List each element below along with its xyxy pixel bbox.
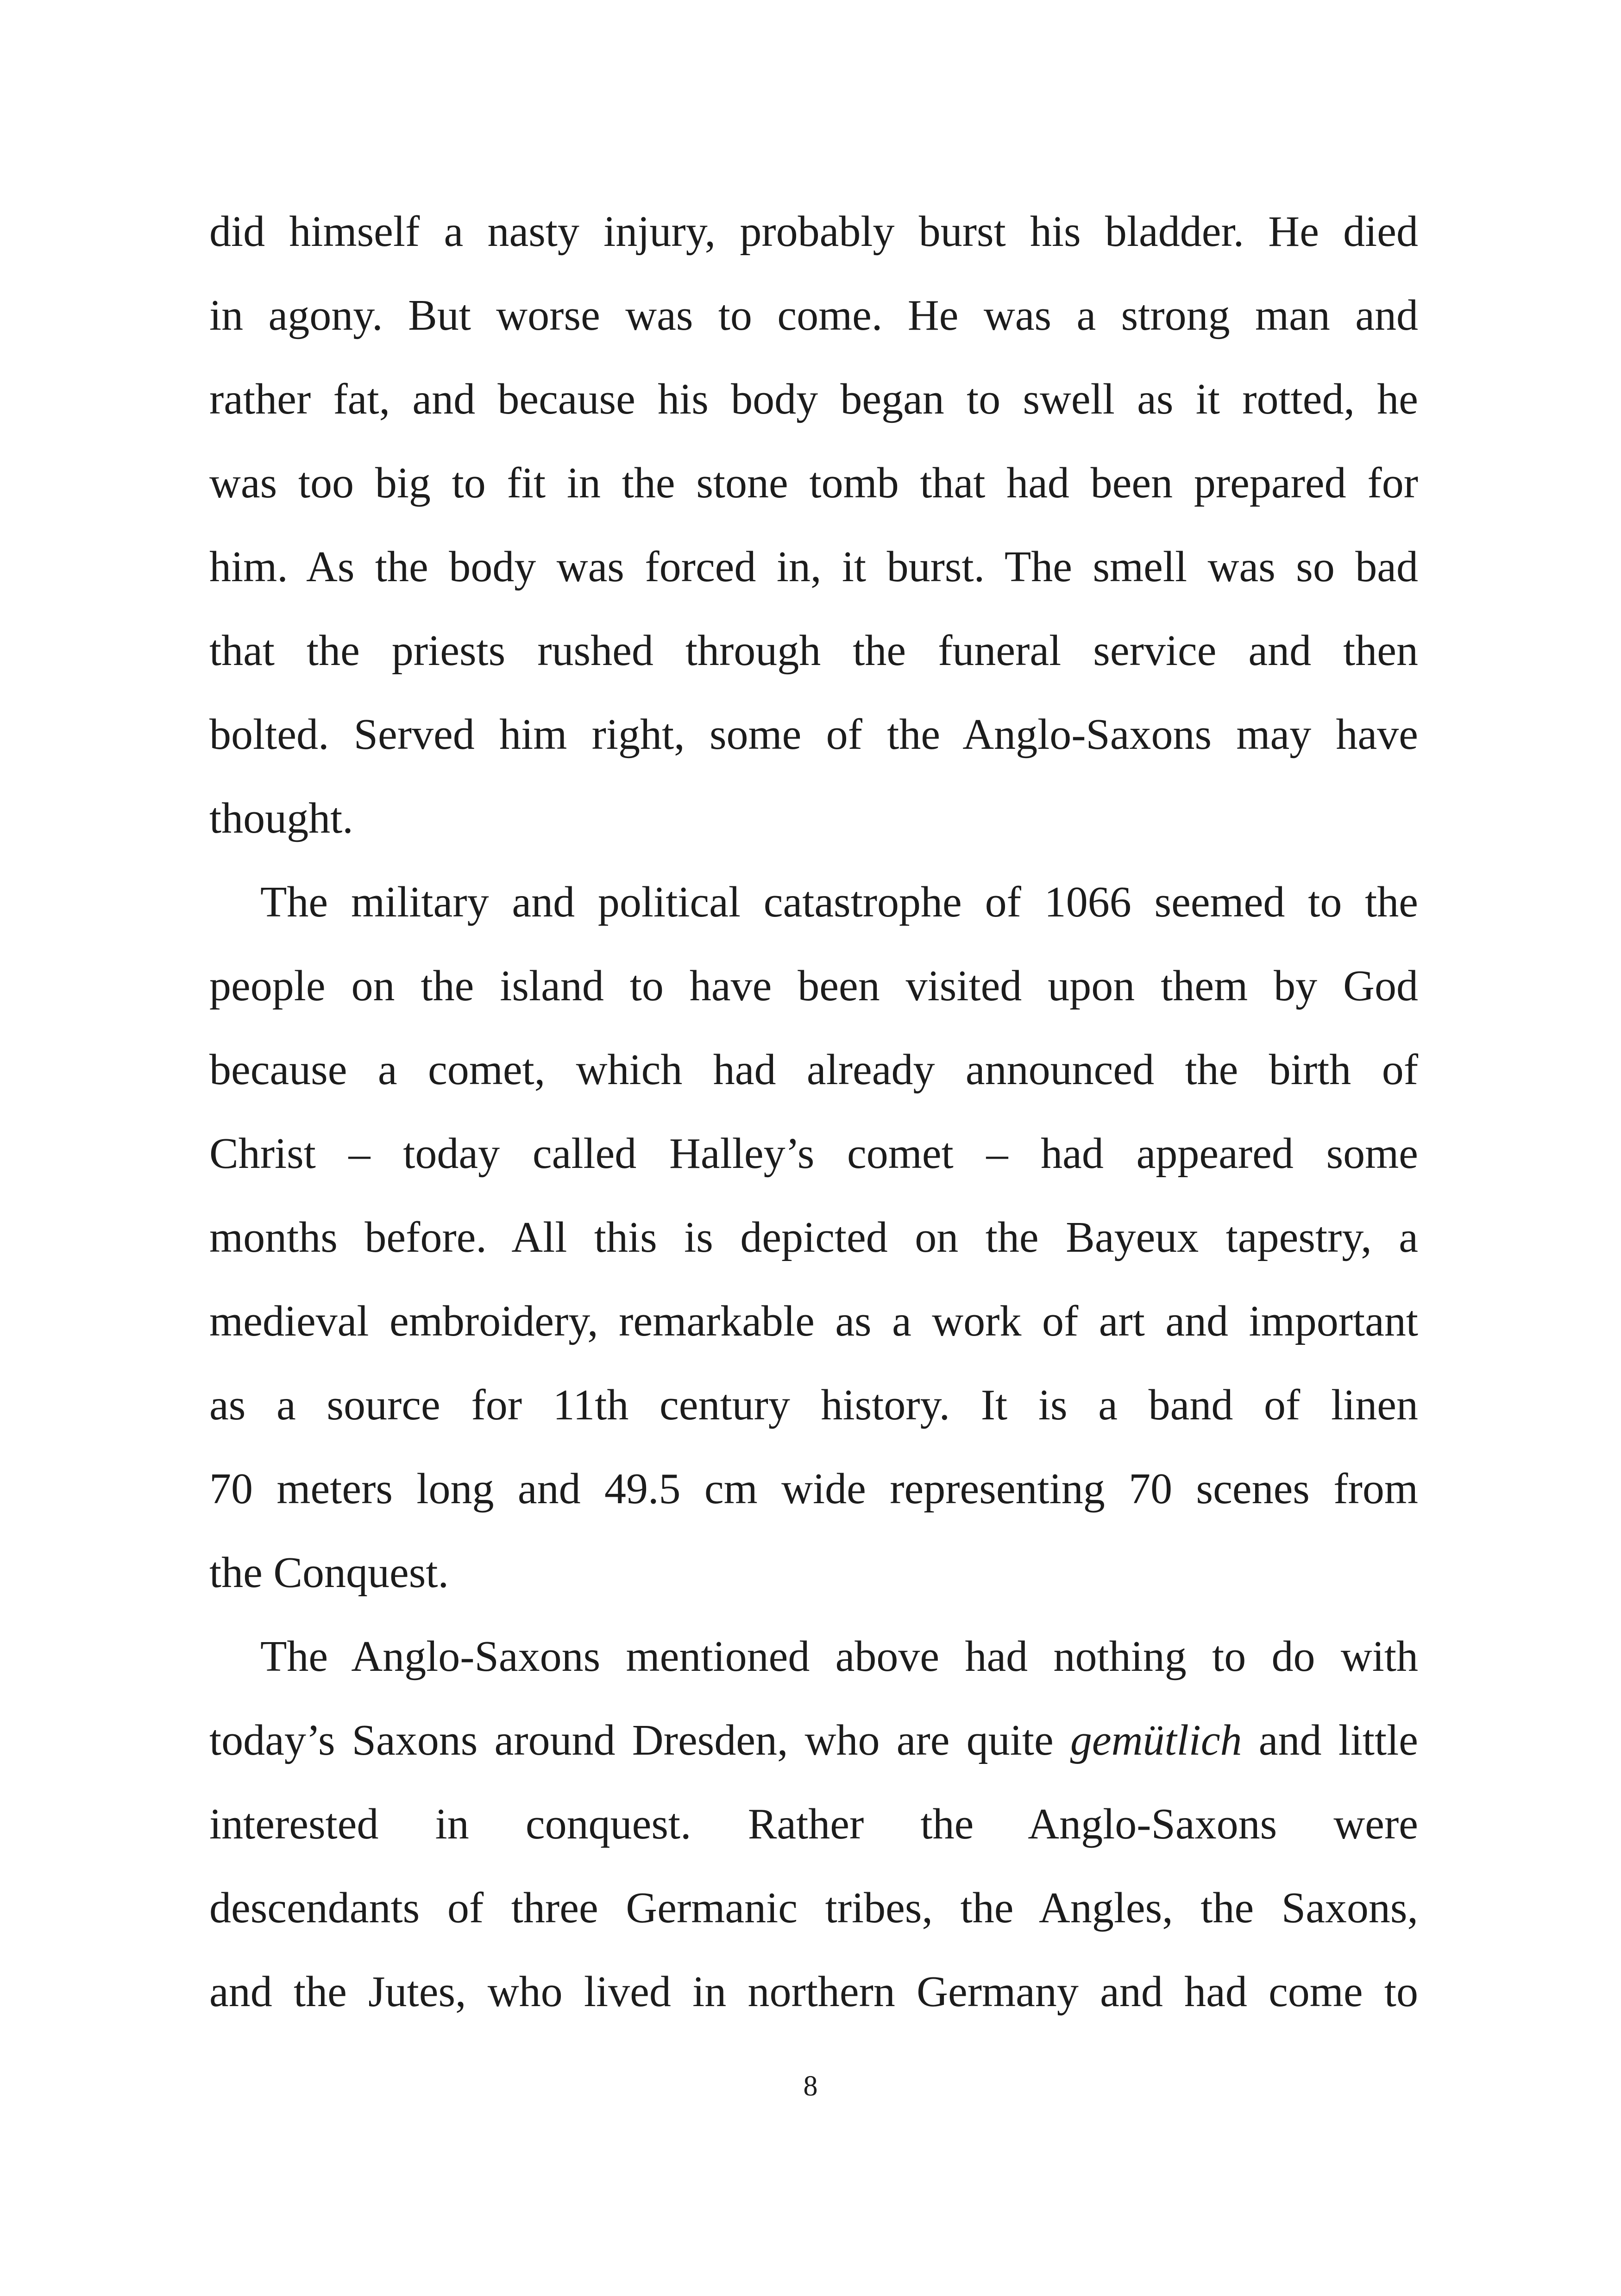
- text-line: and the Jutes, who lived in northern Germany and had come to: [209, 1968, 1418, 2016]
- italic-word: gemütlich: [1070, 1716, 1242, 1764]
- text-line: months before. All this is depicted on the Bayeux tapestry, a: [209, 1213, 1418, 1261]
- text-line: people on the island to have been visited upon them by God: [209, 962, 1418, 1010]
- text-line: 70 meters long and 49.5 cm wide representing 70 scenes from: [209, 1465, 1418, 1513]
- text-line: bolted. Served him right, some of the Anglo-Saxons may have: [209, 710, 1418, 759]
- text-line: him. As the body was forced in, it burst. The smell was so bad: [209, 543, 1418, 591]
- paragraph-2: [209, 860, 1418, 1615]
- text-line: the Conquest.: [209, 1549, 449, 1597]
- paragraph-3: [209, 1615, 1418, 2034]
- text-line: medieval embroidery, remarkable as a work of art and important: [209, 1297, 1418, 1345]
- text-line: rather fat, and because his body began to swell as it rotted, he: [209, 375, 1418, 423]
- text-line: descendants of three Germanic tribes, the Angles, the Saxons,: [209, 1884, 1418, 1932]
- page-number: 8: [803, 2070, 818, 2102]
- text-line: interested in conquest. Rather the Anglo-Saxons were: [209, 1800, 1418, 1848]
- text-line: in agony. But worse was to come. He was a strong man and: [209, 291, 1418, 339]
- text-line-with-italic: [209, 1699, 1418, 1782]
- paragraph-1: [209, 190, 1418, 860]
- text-line: that the priests rushed through the funeral service and then: [209, 627, 1418, 675]
- text-line: The Anglo-Saxons mentioned above had nothing to do with: [260, 1632, 1418, 1681]
- body-text: [209, 190, 1418, 2034]
- text-fragment: and little: [1242, 1716, 1418, 1764]
- text-line: Christ – today called Halley’s comet – had appeared some: [209, 1129, 1418, 1178]
- text-fragment: today’s Saxons around Dresden, who are quite: [209, 1716, 1070, 1764]
- text-line: thought.: [209, 794, 353, 842]
- text-line: because a comet, which had already announced the birth of: [209, 1046, 1418, 1094]
- text-line: did himself a nasty injury, probably burst his bladder. He died: [209, 207, 1418, 256]
- text-line: was too big to fit in the stone tomb that had been prepared for: [209, 459, 1418, 507]
- text-line: as a source for 11th century history. It is a band of linen: [209, 1381, 1418, 1429]
- text-line: The military and political catastrophe of 1066 seemed to the: [260, 878, 1418, 926]
